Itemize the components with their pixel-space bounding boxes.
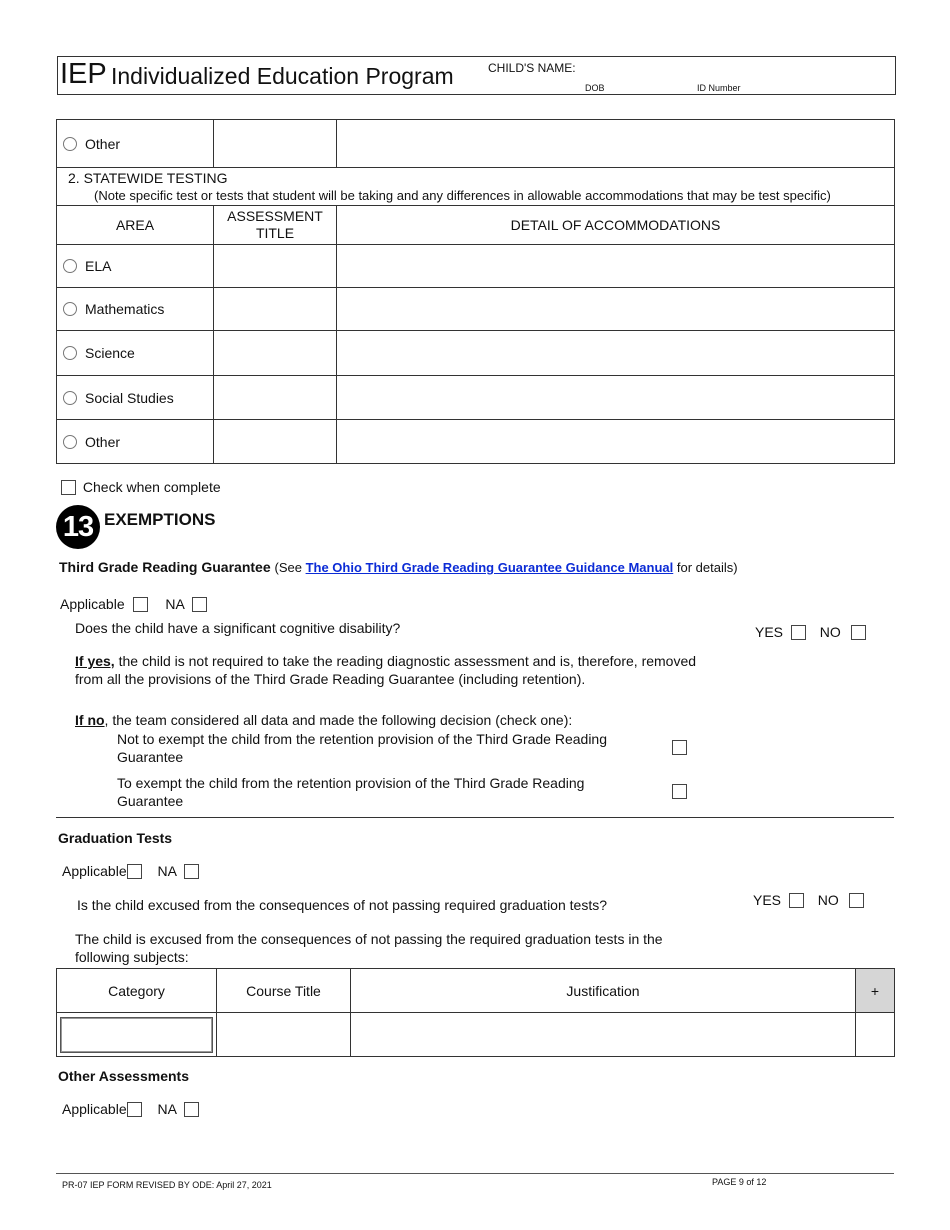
accommodation-detail-field[interactable] (337, 120, 895, 168)
area-label: Science (85, 345, 135, 361)
category-cell (57, 1013, 217, 1057)
assessment-title-field[interactable] (214, 120, 337, 168)
section-number-badge: 13 (56, 505, 100, 549)
see-prefix: (See (274, 560, 306, 575)
if-yes-paragraph (75, 652, 696, 688)
area-label: ELA (85, 258, 112, 274)
cognitive-yes-checkbox[interactable] (791, 625, 806, 640)
if-yes-line1: the child is not required to take the reading diagnostic assessment and is, therefore, removed (114, 653, 697, 669)
cognitive-disability-question: Does the child have a significant cognitive disability? (75, 620, 401, 636)
reading-guarantee-heading-row (59, 558, 738, 577)
area-cell (57, 245, 214, 288)
area-cell (57, 120, 214, 168)
statewide-testing-table (56, 119, 895, 464)
page-number: PAGE 9 of 12 (712, 1177, 767, 1187)
reading-applicability-row (60, 595, 207, 613)
guidance-manual-link[interactable]: The Ohio Third Grade Reading Guarantee Guidance Manual (305, 560, 674, 575)
accommodation-detail-field[interactable] (337, 245, 895, 288)
other-prev-radio[interactable] (63, 137, 77, 151)
area-label: Other (85, 433, 121, 450)
graduation-no-checkbox[interactable] (849, 893, 864, 908)
category-select[interactable] (60, 1017, 213, 1053)
applicable-label: Applicable (60, 596, 125, 612)
if-no-text: , the team considered all data and made the following decision (check one): (104, 712, 573, 728)
exempt-checkbox[interactable] (672, 784, 687, 799)
no-label: NO (817, 892, 839, 908)
not-exempt-option (117, 730, 607, 766)
na-label: NA (157, 1101, 177, 1117)
iep-label: IEP (60, 58, 107, 90)
add-row-button[interactable]: + (856, 969, 895, 1013)
table-row (57, 288, 895, 331)
see-suffix: for details) (673, 560, 738, 575)
assessment-title-field[interactable] (214, 288, 337, 331)
graduation-subjects-table (56, 968, 895, 1057)
area-label: Other (85, 135, 121, 152)
area-cell (57, 420, 214, 464)
area-cell (57, 376, 214, 420)
table-row (57, 420, 895, 464)
yes-label: YES (753, 892, 782, 908)
not-exempt-checkbox[interactable] (672, 740, 687, 755)
yes-label: YES (755, 624, 784, 640)
assessment-title-field[interactable] (214, 420, 337, 464)
reading-guarantee-heading: Third Grade Reading Guarantee (59, 559, 271, 575)
check-complete-checkbox[interactable] (61, 480, 76, 495)
if-no-label: If no (75, 712, 105, 728)
other-radio[interactable] (63, 435, 77, 449)
table-row (57, 120, 895, 168)
exempt-option (117, 774, 584, 810)
table-row (57, 376, 895, 420)
science-radio[interactable] (63, 346, 77, 360)
assessment-title-field[interactable] (214, 245, 337, 288)
dob-label: DOB (585, 83, 605, 93)
mathematics-radio[interactable] (63, 302, 77, 316)
section-title: EXEMPTIONS (104, 510, 216, 529)
option-line: To exempt the child from the retention provision of the Third Grade Reading (117, 775, 585, 791)
applicable-label: Applicable (62, 863, 127, 879)
col-justification: Justification (351, 969, 856, 1013)
justification-field[interactable] (351, 1013, 856, 1057)
form-header (57, 56, 896, 95)
excused-line: following subjects: (75, 949, 189, 965)
area-label: Mathematics (85, 301, 165, 317)
reading-applicable-checkbox[interactable] (133, 597, 148, 612)
graduation-tests-heading: Graduation Tests (58, 830, 173, 846)
graduation-na-checkbox[interactable] (184, 864, 199, 879)
section-title: 2. STATEWIDE TESTING (68, 170, 228, 186)
col-assessment-title: ASSESSMENT TITLE (214, 206, 337, 245)
other-na-checkbox[interactable] (184, 1102, 199, 1117)
if-yes-label: If yes, (75, 653, 115, 669)
assessment-title-field[interactable] (214, 376, 337, 420)
table-row (57, 1013, 895, 1057)
check-complete-row (61, 478, 221, 496)
na-label: NA (157, 863, 177, 879)
accommodation-detail-field[interactable] (337, 331, 895, 376)
no-label: NO (819, 624, 841, 640)
graduation-yes-no (753, 891, 864, 909)
col-category: Category (57, 969, 217, 1013)
footer-divider (56, 1173, 894, 1174)
course-title-field[interactable] (217, 1013, 351, 1057)
graduation-yes-checkbox[interactable] (789, 893, 804, 908)
column-header-row (57, 969, 895, 1013)
table-row (57, 245, 895, 288)
area-cell (57, 331, 214, 376)
id-number-label: ID Number (697, 83, 741, 93)
na-label: NA (165, 596, 185, 612)
check-complete-label: Check when complete (82, 479, 221, 495)
accommodation-detail-field[interactable] (337, 420, 895, 464)
row-action-cell (856, 1013, 895, 1057)
option-line: Not to exempt the child from the retention provision of the Third Grade Reading (117, 731, 608, 747)
accommodation-detail-field[interactable] (337, 288, 895, 331)
option-line: Guarantee (117, 749, 184, 765)
graduation-applicable-checkbox[interactable] (127, 864, 142, 879)
if-yes-line2: from all the provisions of the Third Grade Reading Guarantee (including retention). (75, 671, 586, 687)
table-row (57, 331, 895, 376)
if-no-line (75, 711, 572, 729)
excused-line: The child is excused from the consequences of not passing the required graduation tests in the (75, 931, 663, 947)
divider (56, 817, 894, 818)
form-revision-label: PR-07 IEP FORM REVISED BY ODE: April 27, 2021 (62, 1180, 272, 1190)
form-title: Individualized Education Program (111, 63, 454, 89)
other-applicable-checkbox[interactable] (127, 1102, 142, 1117)
statewide-testing-header (57, 168, 895, 206)
col-detail: DETAIL OF ACCOMMODATIONS (337, 206, 895, 245)
section-header-row (57, 168, 895, 206)
column-header-row (57, 206, 895, 245)
cognitive-no-checkbox[interactable] (851, 625, 866, 640)
reading-na-checkbox[interactable] (192, 597, 207, 612)
other-assessments-applicability-row (62, 1100, 199, 1118)
childs-name-label: CHILD'S NAME: (488, 61, 576, 75)
applicable-label: Applicable (62, 1101, 127, 1117)
accommodation-detail-field[interactable] (337, 376, 895, 420)
area-cell (57, 288, 214, 331)
col-area: AREA (57, 206, 214, 245)
social-studies-radio[interactable] (63, 391, 77, 405)
graduation-question: Is the child excused from the consequences of not passing required graduation tests? (77, 897, 607, 913)
area-label: Social Studies (85, 389, 174, 406)
excused-paragraph (75, 930, 663, 966)
cognitive-yes-no (755, 623, 866, 641)
other-assessments-heading: Other Assessments (58, 1068, 189, 1084)
ela-radio[interactable] (63, 259, 77, 273)
section-note: (Note specific test or tests that student will be taking and any differences in allowable accommodations that may be test specific) (94, 188, 831, 203)
graduation-applicability-row (62, 862, 199, 880)
assessment-title-field[interactable] (214, 331, 337, 376)
col-course-title: Course Title (217, 969, 351, 1013)
option-line: Guarantee (117, 793, 184, 809)
